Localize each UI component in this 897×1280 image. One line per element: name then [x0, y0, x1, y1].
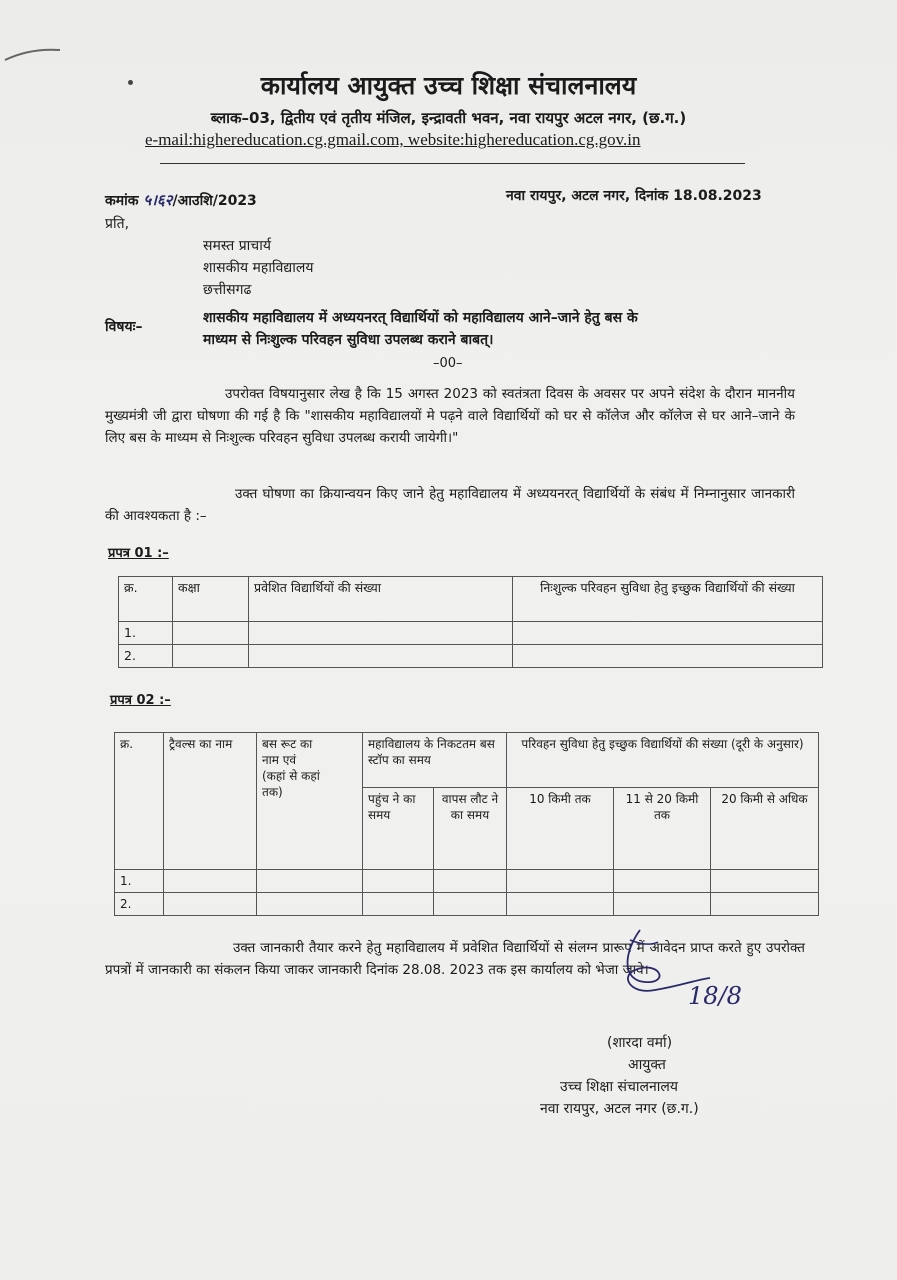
recipient-line-1: समस्त प्राचार्य	[203, 238, 271, 254]
body-paragraph-2: उक्त घोषणा का क्रियान्वयन किए जाने हेतु महाविद्यालय में अध्ययनरत् विद्यार्थियों के संबंध में निम्नानुसार जानकारी की आवश्यकता है :–	[105, 486, 795, 524]
ref-suffix: /आउशि/2023	[172, 193, 257, 209]
row-cell[interactable]	[434, 893, 507, 916]
row-sr: 1.	[115, 870, 164, 893]
header-cell-travels: ट्रैवल्स का नाम	[164, 733, 257, 870]
header-cell-sr: क्र.	[119, 577, 173, 622]
table-header-row	[115, 733, 819, 788]
header-cell-stop-time: महाविद्यालय के निकटतम बस स्टॉप का समय	[363, 733, 507, 788]
row-cell[interactable]	[363, 870, 434, 893]
form-02-table	[114, 732, 819, 916]
header-cell-class: कक्षा	[173, 577, 249, 622]
header-cell-20plus-km: 20 किमी से अधिक	[711, 788, 819, 870]
row-cell[interactable]	[257, 870, 363, 893]
signatory-designation: आयुक्त	[628, 1057, 666, 1073]
row-cell[interactable]	[164, 893, 257, 916]
row-cell[interactable]	[711, 893, 819, 916]
recipient-line-3: छत्तीसगढ	[203, 282, 252, 298]
row-sr: 1.	[119, 622, 173, 645]
table-header-row	[119, 577, 823, 622]
office-contact: e-mail:highereducation.cg.gmail.com, website:highereducation.cg.gov.in	[145, 130, 641, 149]
ref-handwritten-number: ५।६२	[143, 191, 173, 209]
table-row	[115, 870, 819, 893]
form-02-label: प्रपत्र 02 :–	[110, 693, 171, 708]
header-cell-route	[257, 733, 363, 870]
row-cell[interactable]	[507, 893, 614, 916]
row-cell[interactable]	[249, 645, 513, 668]
table-row	[119, 645, 823, 668]
row-cell[interactable]	[363, 893, 434, 916]
header-cell-admitted: प्रवेशित विद्यार्थियों की संख्या	[249, 577, 513, 622]
pen-mark	[0, 40, 70, 70]
row-cell[interactable]	[711, 870, 819, 893]
row-cell[interactable]	[614, 870, 711, 893]
body-paragraph-1: उपरोक्त विषयानुसार लेख है कि 15 अगस्त 2023 को स्वतंत्रता दिवस के अवसर पर अपने संदेश के दौरान माननीय मुख्यमंत्री जी द्वारा घोषणा की गई है कि "शासकीय महाविद्यालयों मे पढ़ने वाले विद्यार्थियों को घर से कॉलेज और कॉलेज से घर आने–जाने के लिए बस के माध्यम से निःशुल्क परिवहन सुविधा उपलब्ध करायी जायेगी।"	[105, 386, 795, 446]
header-cell-reach: पहुंच ने का समय	[363, 788, 434, 870]
row-cell[interactable]	[614, 893, 711, 916]
row-sr: 2.	[119, 645, 173, 668]
row-cell[interactable]	[513, 645, 823, 668]
signatory-name: (शारदा वर्मा)	[607, 1035, 673, 1051]
office-address: ब्लाक–03, द्वितीय एवं तृतीय मंजिल, इन्द्रावती भवन, नवा रायपुर अटल नगर, (छ.ग.)	[210, 109, 687, 127]
row-cell[interactable]	[507, 870, 614, 893]
subject-separator: –00–	[433, 356, 463, 371]
header-cell-students: परिवहन सुविधा हेतु इच्छुक विद्यार्थियों की संख्या (दूरी के अनुसार)	[507, 733, 819, 788]
header-cell-return: वापस लौट ने का समय	[434, 788, 507, 870]
subject-line-2: माध्यम से निःशुल्क परिवहन सुविधा उपलब्ध कराने बाबत्।	[203, 332, 494, 348]
office-title: कार्यालय आयुक्त उच्च शिक्षा संचालनालय	[260, 71, 637, 100]
signature-date: 18/8	[688, 982, 742, 1010]
header-cell-sr: क्र.	[115, 733, 164, 870]
reference-number	[105, 190, 257, 210]
body-paragraph-3: उक्त जानकारी तैयार करने हेतु महाविद्यालय में प्रवेशित विद्यार्थियों से संलग्न प्रारूप में आवेदन प्राप्त करते हुए उपरोक्त प्रपत्रों में जानकारी का संकलन किया जाकर जानकारी दिनांक 28.08. 2023 तक इस कार्यालय को भेजा जावे।	[105, 940, 805, 978]
ref-prefix: कमांक	[105, 193, 139, 209]
row-cell[interactable]	[173, 622, 249, 645]
header-cell-11-20km: 11 से 20 किमी तक	[614, 788, 711, 870]
route-sub-label: (कहां से कहां तक)	[262, 769, 320, 799]
header-cell-10km: 10 किमी तक	[507, 788, 614, 870]
table-row	[115, 893, 819, 916]
row-cell[interactable]	[249, 622, 513, 645]
row-cell[interactable]	[164, 870, 257, 893]
signatory-office: उच्च शिक्षा संचालनालय	[560, 1079, 679, 1095]
prati-label: प्रति,	[105, 216, 130, 232]
route-label: बस रूट का नाम एवं	[262, 737, 313, 767]
row-cell[interactable]	[513, 622, 823, 645]
row-cell[interactable]	[257, 893, 363, 916]
header-rule	[160, 163, 745, 164]
table-row	[119, 622, 823, 645]
recipient-line-2: शासकीय महाविद्यालय	[203, 260, 314, 276]
header-cell-interested: निःशुल्क परिवहन सुविधा हेतु इच्छुक विद्यार्थियों की संख्या	[513, 577, 823, 622]
form-01-label: प्रपत्र 01 :–	[108, 546, 169, 561]
subject-label: विषयः–	[105, 319, 143, 335]
row-cell[interactable]	[173, 645, 249, 668]
subject-line-1: शासकीय महाविद्यालय में अध्ययनरत् विद्यार्थियों को महाविद्यालय आने–जाने हेतु बस के	[203, 310, 638, 326]
form-01-table	[118, 576, 823, 668]
place-date: नवा रायपुर, अटल नगर, दिनांक 18.08.2023	[506, 188, 762, 204]
row-sr: 2.	[115, 893, 164, 916]
signatory-place: नवा रायपुर, अटल नगर (छ.ग.)	[540, 1101, 699, 1117]
row-cell[interactable]	[434, 870, 507, 893]
